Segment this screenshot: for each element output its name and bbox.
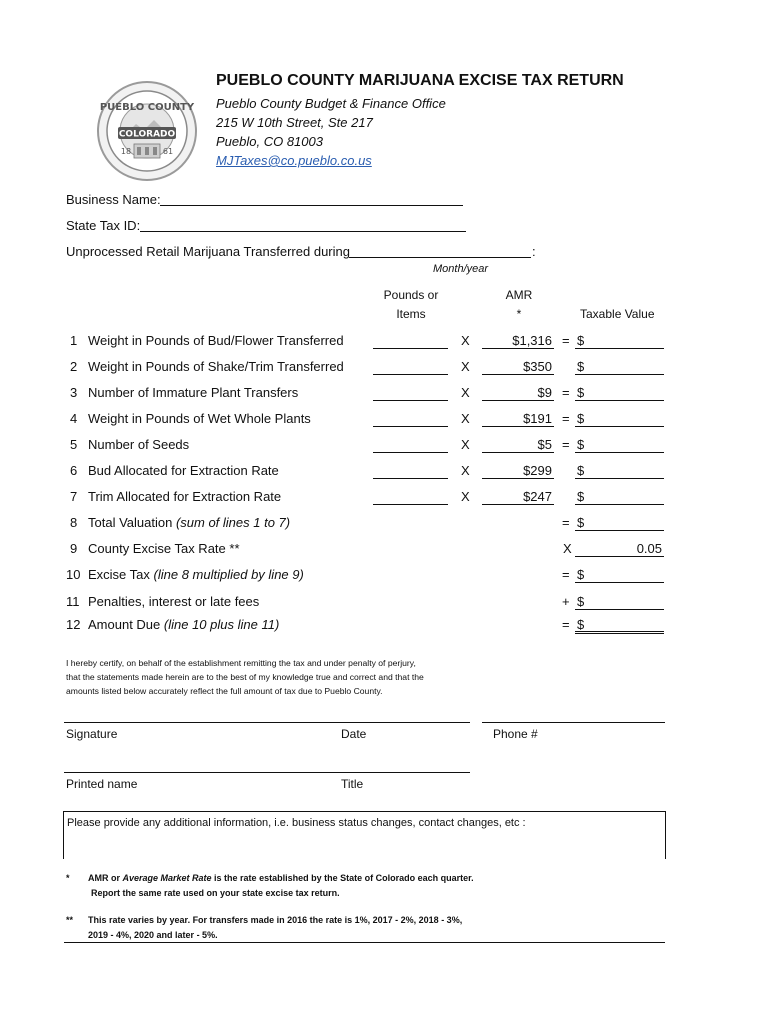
note-1-line-2: Report the same rate used on your state excise tax return.	[91, 888, 340, 898]
line-number: 11	[66, 594, 80, 609]
multiply-sign: X	[461, 385, 470, 400]
amr-header-1: AMR	[505, 288, 533, 302]
line-label: Number of Seeds	[88, 437, 190, 452]
multiply-sign: X	[461, 333, 470, 348]
multiply-sign: X	[461, 359, 470, 374]
amr-underline	[482, 504, 554, 505]
dollar-sign: $	[577, 594, 585, 609]
pounds-input[interactable]	[373, 400, 448, 401]
multiply-sign: X	[461, 437, 470, 452]
total-label-text: Excise Tax	[88, 567, 150, 582]
line-number: 9	[70, 541, 78, 556]
taxable-value-input[interactable]	[575, 478, 664, 479]
total-label-note: (sum of lines 1 to 7)	[175, 515, 291, 530]
office-city: Pueblo, CO 81003	[216, 134, 323, 149]
tax-rate-value: 0.05	[636, 541, 662, 556]
dollar-sign: $	[577, 333, 585, 348]
equals-sign: =	[562, 437, 570, 452]
taxable-value-input[interactable]	[575, 374, 664, 375]
pounds-input[interactable]	[373, 504, 448, 505]
note-2-mark: **	[66, 915, 74, 925]
dollar-sign: $	[577, 385, 585, 400]
notes-bottom-rule	[64, 942, 665, 943]
certify-line-1: I hereby certify, on behalf of the establishment remitting the tax and under penalty of perjury,	[66, 658, 416, 668]
amount-due-input[interactable]	[575, 631, 664, 634]
county-seal	[96, 80, 198, 182]
total-label	[88, 515, 290, 530]
dollar-sign: $	[577, 617, 585, 632]
taxable-value-input[interactable]	[575, 400, 664, 401]
seal-colorado-text: COLORADO	[118, 129, 176, 140]
office-name: Pueblo County Budget & Finance Office	[216, 96, 446, 111]
amr-value: $1,316	[512, 333, 552, 348]
note-2-line-2: 2019 - 4%, 2020 and later - 5%.	[88, 930, 218, 940]
operator-sign: =	[562, 515, 570, 530]
line-label: Weight in Pounds of Shake/Trim Transferred	[88, 359, 344, 374]
email-link[interactable]: MJTaxes@co.pueblo.co.us	[216, 153, 372, 168]
dollar-sign: $	[577, 489, 585, 504]
total-value-input[interactable]	[575, 582, 664, 583]
total-value-input[interactable]	[575, 530, 664, 531]
pounds-input[interactable]	[373, 478, 448, 479]
total-label-note: (line 10 plus line 11)	[163, 617, 280, 632]
signature-date-line[interactable]	[64, 722, 470, 723]
line-label: Trim Allocated for Extraction Rate	[88, 489, 282, 504]
dollar-sign: $	[577, 463, 585, 478]
pounds-header-1: Pounds or	[383, 288, 439, 302]
colon: :	[532, 244, 536, 259]
signature-label: Signature	[66, 727, 118, 741]
additional-info-box[interactable]	[63, 811, 666, 859]
line-number: 2	[70, 359, 78, 374]
amr-value: $5	[537, 437, 552, 452]
total-label-text: County Excise Tax Rate **	[88, 541, 240, 556]
business-name-input[interactable]	[160, 205, 463, 206]
line-number: 5	[70, 437, 78, 452]
multiply-sign: X	[461, 489, 470, 504]
certify-line-3: amounts listed below accurately reflect the full amount of tax due to Pueblo County.	[66, 686, 383, 696]
dollar-sign: $	[577, 411, 585, 426]
total-label-note: (line 8 multiplied by line 9)	[153, 567, 304, 582]
total-label	[88, 567, 304, 582]
amr-underline	[482, 478, 554, 479]
pounds-input[interactable]	[373, 348, 448, 349]
note-1-mark: *	[66, 873, 70, 883]
printed-name-label: Printed name	[66, 777, 138, 791]
total-label-text: Amount Due	[88, 617, 161, 632]
amr-underline	[482, 400, 554, 401]
amr-underline	[482, 348, 554, 349]
line-number: 12	[66, 617, 81, 632]
multiply-sign: X	[461, 411, 470, 426]
amr-value: $299	[523, 463, 552, 478]
seal-year-left: 18	[120, 147, 132, 156]
dollar-sign: $	[577, 359, 585, 374]
certify-line-2: that the statements made herein are to the best of my knowledge true and correct and that the	[66, 672, 424, 682]
title-label: Title	[341, 777, 364, 791]
pounds-header-2: Items	[396, 307, 426, 321]
line-label: Number of Immature Plant Transfers	[88, 385, 299, 400]
equals-sign: =	[562, 385, 570, 400]
form-title: PUEBLO COUNTY MARIJUANA EXCISE TAX RETURN	[216, 72, 624, 89]
additional-info-label: Please provide any additional information, i.e. business status changes, contact changes, etc :	[67, 817, 526, 829]
line-number: 4	[70, 411, 78, 426]
line-number: 10	[66, 567, 81, 582]
amr-underline	[482, 452, 554, 453]
business-name-label: Business Name:	[66, 192, 161, 207]
certification-text	[66, 656, 486, 698]
state-tax-id-label: State Tax ID:	[66, 218, 141, 233]
date-label: Date	[341, 727, 367, 741]
office-street: 215 W 10th Street, Ste 217	[216, 115, 373, 130]
equals-sign: =	[562, 411, 570, 426]
month-year-caption: Month/year	[433, 263, 489, 275]
month-year-input[interactable]	[349, 257, 531, 258]
note-1-c: is the rate established by the State of Colorado each quarter.	[211, 873, 474, 883]
total-label	[88, 541, 240, 556]
taxable-value-input[interactable]	[575, 348, 664, 349]
operator-sign: =	[562, 617, 570, 632]
pounds-input[interactable]	[373, 452, 448, 453]
line-number: 3	[70, 385, 78, 400]
operator-sign: X	[563, 541, 572, 556]
taxable-value-input[interactable]	[575, 426, 664, 427]
line-label: Weight in Pounds of Wet Whole Plants	[88, 411, 311, 426]
line-label: Bud Allocated for Extraction Rate	[88, 463, 279, 478]
total-label-text: Penalties, interest or late fees	[88, 594, 260, 609]
phone-label: Phone #	[493, 727, 538, 741]
line-number: 8	[70, 515, 78, 530]
printed-name-line[interactable]	[64, 772, 470, 773]
dollar-sign: $	[577, 567, 585, 582]
taxable-value-input[interactable]	[575, 452, 664, 453]
total-label	[88, 594, 259, 609]
operator-sign: +	[562, 594, 570, 609]
amr-value: $9	[537, 385, 552, 400]
pounds-input[interactable]	[373, 426, 448, 427]
taxable-value-input[interactable]	[575, 504, 664, 505]
note-1-b: Average Market Rate	[122, 873, 212, 883]
pounds-input[interactable]	[373, 374, 448, 375]
note-1-a: AMR or	[88, 873, 123, 883]
total-label	[88, 617, 279, 632]
state-tax-id-input[interactable]	[140, 231, 466, 232]
equals-sign: =	[562, 333, 570, 348]
line-label: Weight in Pounds of Bud/Flower Transferred	[88, 333, 344, 348]
seal-year-right: 61	[162, 147, 174, 156]
dollar-sign: $	[577, 437, 585, 452]
amr-underline	[482, 426, 554, 427]
note-1-text	[88, 873, 474, 883]
line-number: 6	[70, 463, 78, 478]
unprocessed-label: Unprocessed Retail Marijuana Transferred during	[66, 244, 350, 259]
dollar-sign: $	[577, 515, 585, 530]
line-number: 7	[70, 489, 78, 504]
note-2-line-1: This rate varies by year. For transfers made in 2016 the rate is 1%, 2017 - 2%, 2018 - 3%,	[88, 915, 463, 925]
total-label-text: Total Valuation	[88, 515, 173, 530]
seal-top-text: PUEBLO COUNTY	[99, 102, 195, 113]
amr-value: $191	[523, 411, 552, 426]
amr-underline	[482, 374, 554, 375]
amr-header-2: *	[516, 307, 522, 321]
amr-value: $247	[523, 489, 552, 504]
total-value-input[interactable]	[575, 556, 664, 557]
taxable-value-header: Taxable Value	[580, 307, 655, 321]
operator-sign: =	[562, 567, 570, 582]
phone-line[interactable]	[482, 722, 665, 723]
multiply-sign: X	[461, 463, 470, 478]
line-number: 1	[70, 333, 78, 348]
amr-value: $350	[523, 359, 552, 374]
total-value-input[interactable]	[575, 609, 664, 610]
